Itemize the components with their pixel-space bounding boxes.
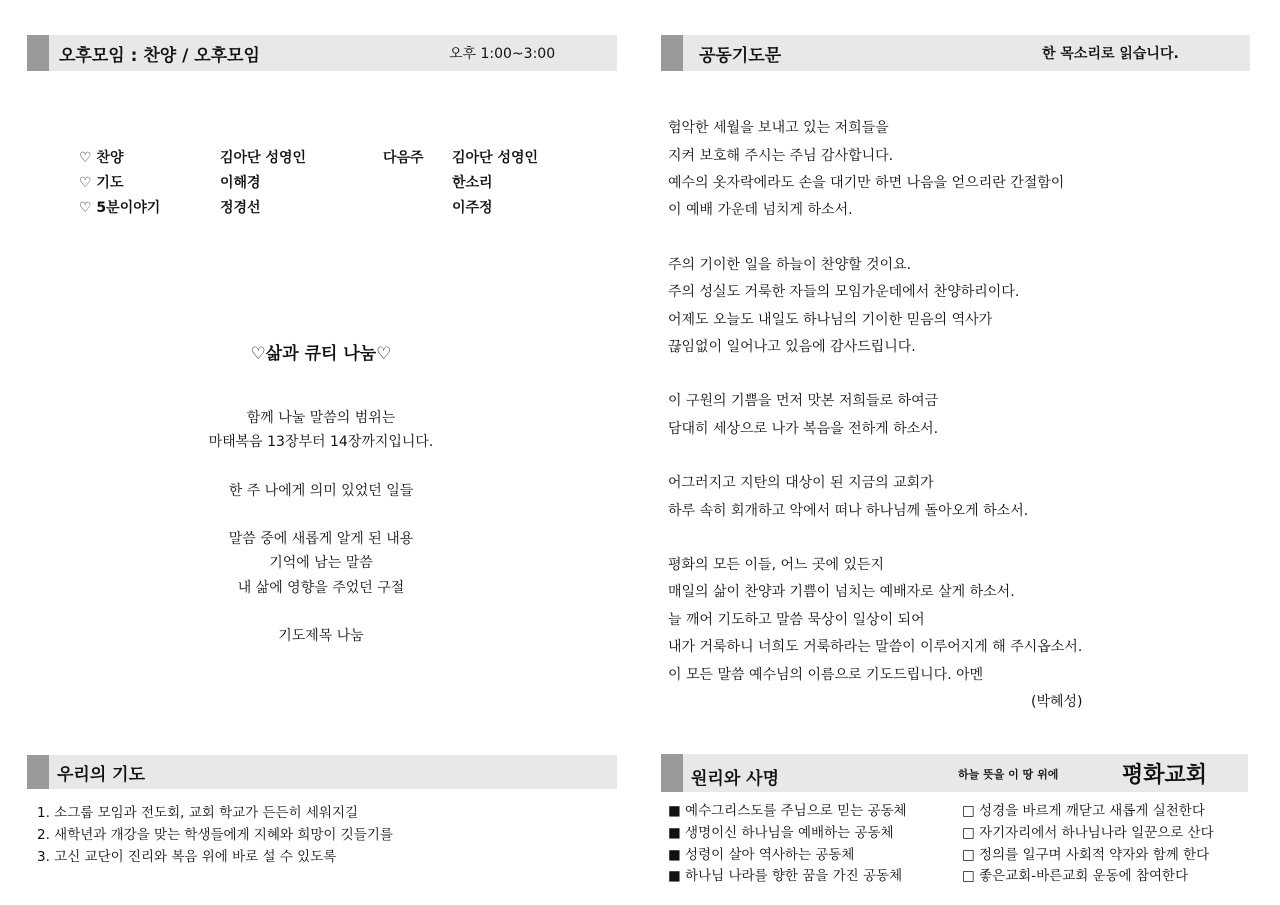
mission-header [661, 754, 1248, 792]
prayer-line: 험악한 세월을 보내고 있는 저희들을 [668, 120, 889, 136]
our-prayer-item: 1. 소그룹 모임과 전도회, 교회 학교가 든든히 세워지길 [37, 805, 359, 821]
header-accent [27, 755, 49, 789]
prayer-line: 이 모든 말씀 예수님의 이름으로 기도드립니다. 아멘 [668, 667, 984, 683]
sharing-line: 마태복음 13장부터 14장까지입니다. [208, 434, 434, 450]
mission-title: 원리와 사명 [691, 769, 780, 789]
afternoon-time: 오후 1:00~3:00 [449, 46, 556, 62]
schedule-next-person: 한소리 [452, 175, 493, 191]
sharing-line: 내 삶에 영향을 주었던 구절 [237, 580, 405, 596]
sharing-line: 기억에 남는 말씀 [269, 555, 373, 571]
header-accent [661, 754, 683, 792]
sharing-title: ♡삶과 큐티 나눔♡ [250, 344, 392, 364]
our-prayer-title: 우리의 기도 [57, 764, 146, 785]
mission-left-item: ■ 예수그리스도를 주님으로 믿는 공동체 [668, 803, 907, 819]
our-prayer-item: 3. 고신 교단이 진리와 복음 위에 바로 설 수 있도록 [37, 849, 337, 865]
sharing-line: 한 주 나에게 의미 있었던 일들 [228, 483, 414, 499]
common-prayer-note: 한 목소리로 읽습니다. [1042, 46, 1179, 62]
prayer-line: 주의 기이한 일을 하늘이 찬양할 것이요. [668, 257, 912, 273]
prayer-line: 내가 거룩하니 너희도 거룩하라는 말씀이 이루어지게 해 주시옵소서. [668, 639, 1083, 655]
header-accent [661, 35, 683, 71]
prayer-line: 늘 깨어 기도하고 말씀 묵상이 일상이 되어 [668, 612, 925, 628]
sharing-line: 기도제목 나눔 [278, 628, 364, 644]
header-accent [27, 35, 49, 71]
prayer-line: 끊임없이 일어나고 있음에 감사드립니다. [668, 339, 916, 355]
prayer-author: (박혜성) [1031, 694, 1083, 710]
afternoon-header [27, 35, 617, 71]
mission-left-item: ■ 성령이 살아 역사하는 공동체 [668, 847, 855, 863]
prayer-line: 예수의 옷자락에라도 손을 대기만 하면 나음을 얻으리란 간절함이 [668, 175, 1065, 191]
prayer-line: 평화의 모든 이들, 어느 곳에 있든지 [668, 557, 885, 573]
sharing-line: 함께 나눌 말씀의 범위는 [246, 410, 396, 426]
schedule-person: 이해경 [220, 175, 261, 191]
prayer-line: 이 예배 가운데 넘치게 하소서. [668, 202, 853, 218]
our-prayer-header [27, 755, 617, 789]
mission-right-item: □ 정의를 일구며 사회적 약자와 함께 한다 [962, 847, 1210, 863]
prayer-line: 이 구원의 기쁨을 먼저 맛본 저희들로 하여금 [668, 393, 939, 409]
schedule-next-person: 이주정 [452, 200, 493, 216]
prayer-line: 어그러지고 지탄의 대상이 된 지금의 교회가 [668, 475, 934, 491]
our-prayer-item: 2. 새학년과 개강을 맞는 학생들에게 지혜와 희망이 깃들기를 [37, 827, 393, 843]
prayer-line: 담대히 세상으로 나가 복음을 전하게 하소서. [668, 421, 939, 437]
prayer-line: 지켜 보호해 주시는 주님 감사합니다. [668, 148, 894, 164]
schedule-person: 정경선 [220, 200, 261, 216]
prayer-line: 주의 성실도 거룩한 자들의 모임가운데에서 찬양하리이다. [668, 284, 1020, 300]
prayer-line: 어제도 오늘도 내일도 하나님의 기이한 믿음의 역사가 [668, 312, 993, 328]
church-name: 평화교회 [1122, 763, 1208, 788]
mission-right-item: □ 성경을 바르게 깨닫고 새롭게 실천한다 [962, 803, 1205, 819]
schedule-label: ♡ 찬양 [79, 150, 124, 166]
schedule-next-person: 김아단 성영인 [452, 150, 539, 166]
mission-left-item: ■ 하나님 나라를 향한 꿈을 가진 공동체 [668, 868, 903, 884]
sharing-line: 말씀 중에 새롭게 알게 된 내용 [228, 531, 414, 547]
mission-right-item: □ 좋은교회-바른교회 운동에 참여한다 [962, 868, 1189, 884]
common-prayer-header [661, 35, 1250, 71]
mission-left-item: ■ 생명이신 하나님을 예배하는 공동체 [668, 825, 894, 841]
schedule-person: 김아단 성영인 [220, 150, 307, 166]
afternoon-title: 오후모임 : 찬양 / 오후모임 [59, 45, 260, 66]
schedule-next-label: 다음주 [383, 150, 424, 166]
prayer-line: 하루 속히 회개하고 악에서 떠나 하나님께 돌아오게 하소서. [668, 503, 1029, 519]
schedule-label: ♡ 기도 [79, 175, 124, 191]
mission-motto: 하늘 뜻을 이 땅 위에 [958, 768, 1059, 781]
mission-right-item: □ 자기자리에서 하나님나라 일꾼으로 산다 [962, 825, 1214, 841]
schedule-label: ♡ 5분이야기 [79, 200, 161, 216]
common-prayer-title: 공동기도문 [699, 45, 782, 66]
prayer-line: 매일의 삶이 찬양과 기쁨이 넘치는 예배자로 살게 하소서. [668, 584, 1015, 600]
